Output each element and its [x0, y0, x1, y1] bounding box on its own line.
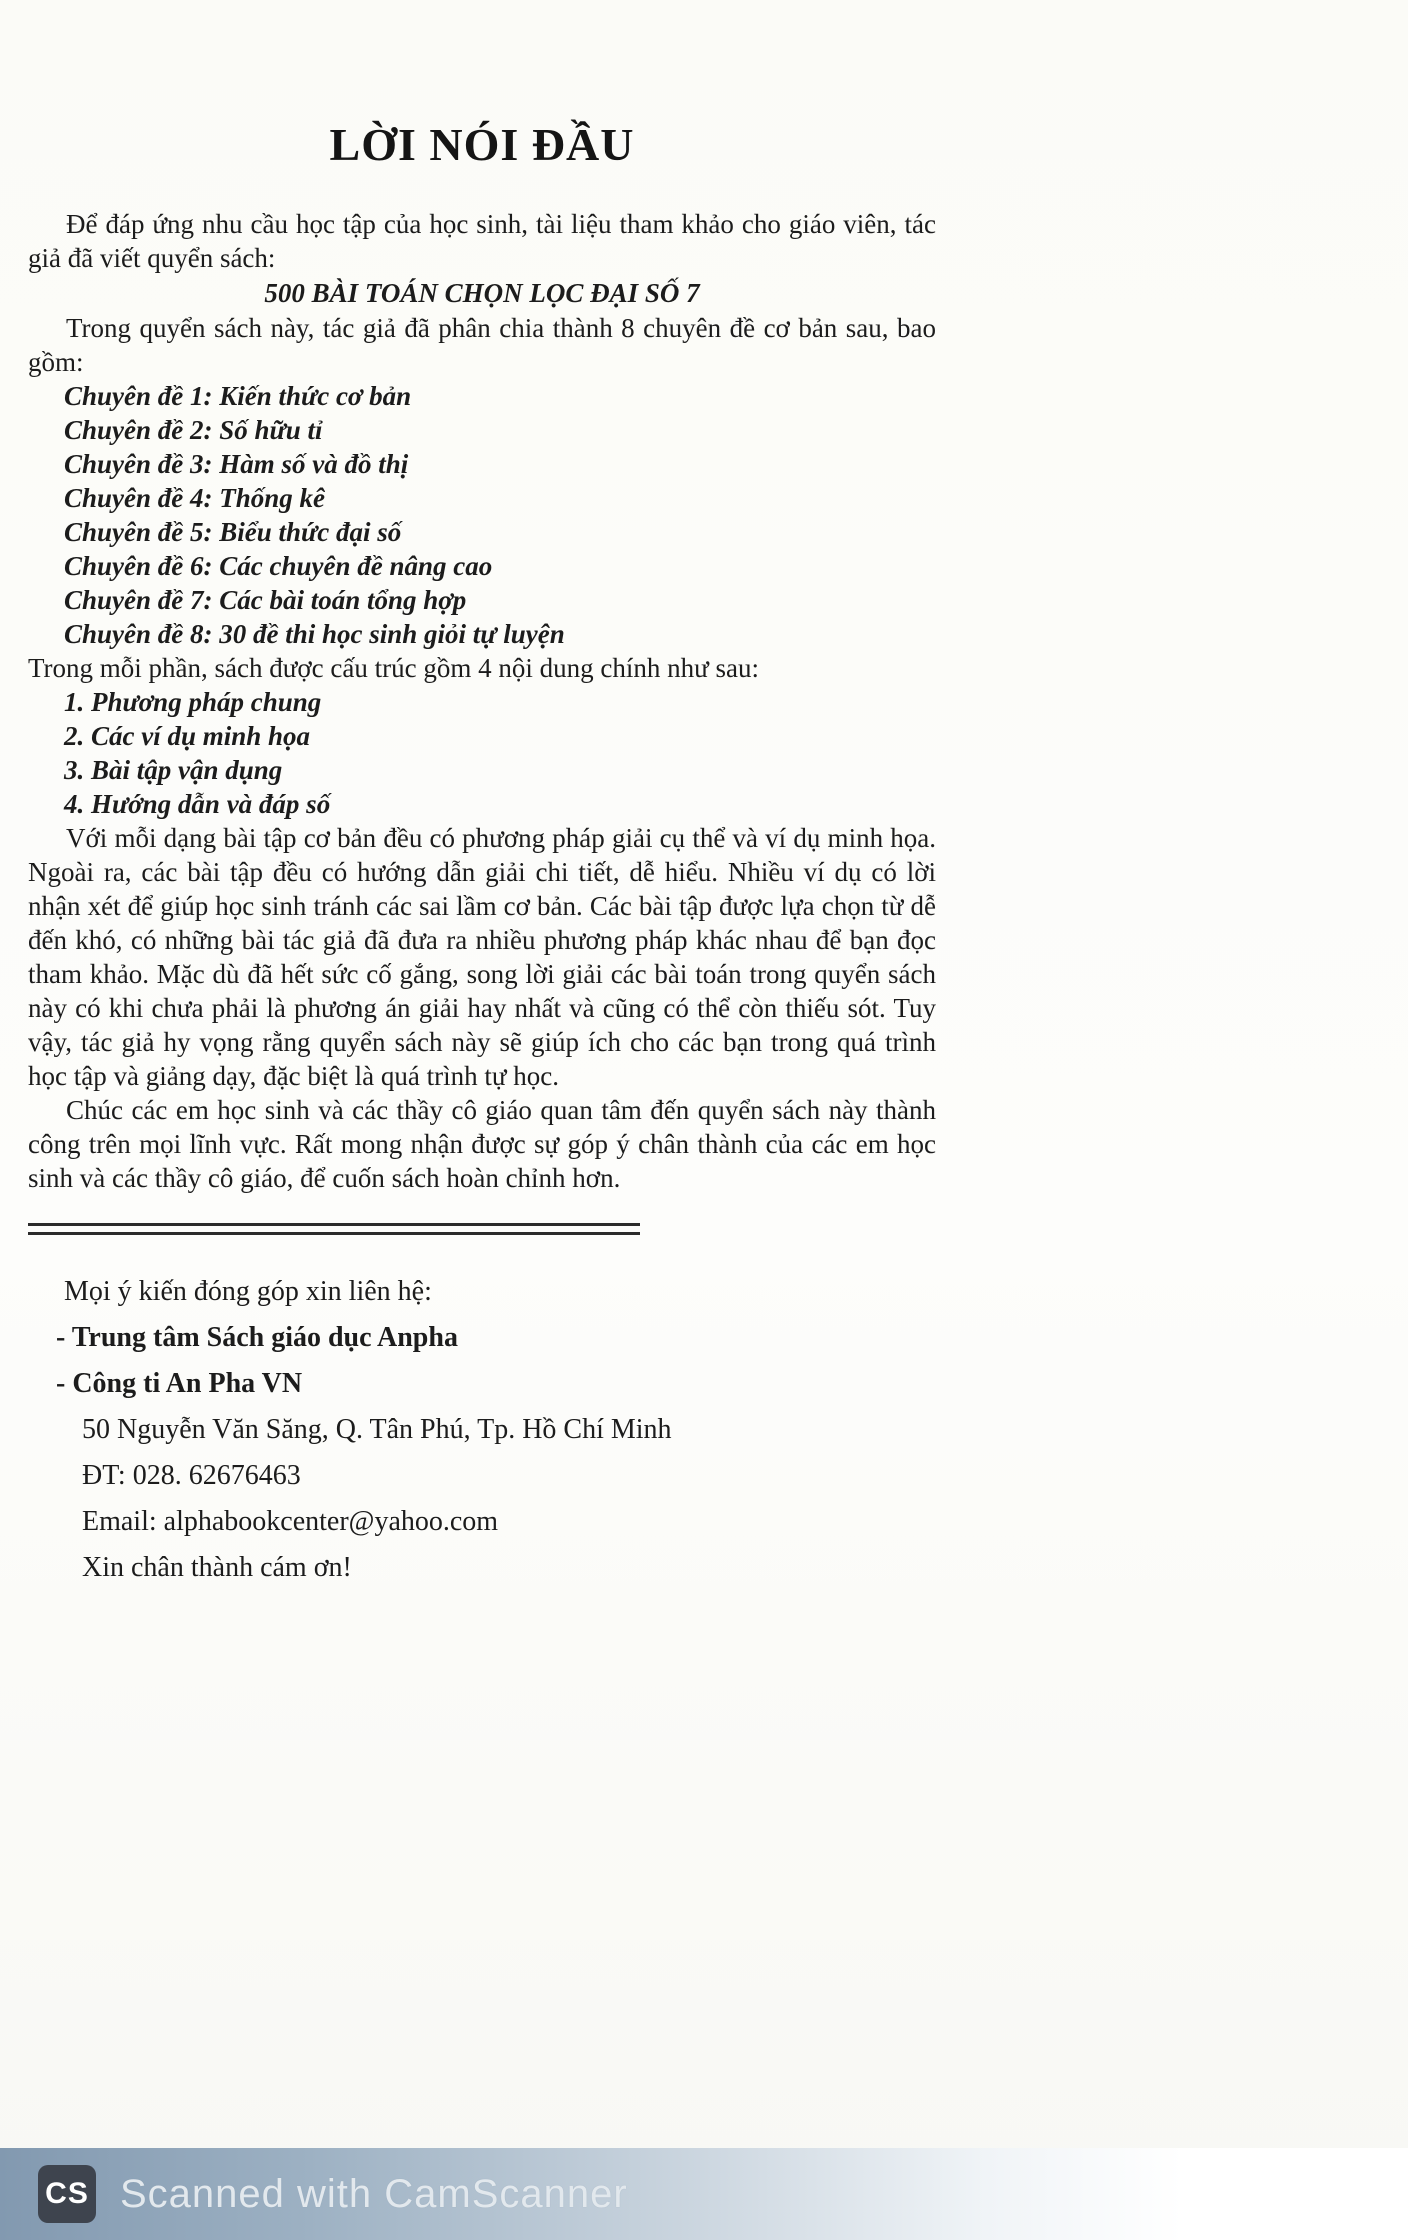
- camscanner-watermark-label: Scanned with CamScanner: [120, 2171, 628, 2216]
- page-title: LỜI NÓI ĐẦU: [329, 119, 635, 170]
- double-rule-divider: [28, 1223, 640, 1235]
- intro-paragraph: Để đáp ứng nhu cầu học tập của học sinh, tài liệu tham khảo cho giáo viên, tác giả đã viết quyển sách:: [28, 209, 936, 273]
- chapter-item: Chuyên đề 8: 30 đề thi học sinh giỏi tự luyện: [64, 619, 565, 649]
- chapter-item: Chuyên đề 6: Các chuyên đề nâng cao: [64, 551, 493, 581]
- structure-item: 4. Hướng dẫn và đáp số: [64, 789, 331, 819]
- contact-heading: Mọi ý kiến đóng góp xin liên hệ:: [64, 1276, 432, 1307]
- structure-intro: Trong mỗi phần, sách được cấu trúc gồm 4 nội dung chính như sau:: [28, 653, 759, 683]
- chapter-item: Chuyên đề 2: Số hữu tỉ: [64, 415, 323, 445]
- contact-address: 50 Nguyễn Văn Săng, Q. Tân Phú, Tp. Hồ Chí Minh: [82, 1414, 672, 1445]
- body-paragraph: Chúc các em học sinh và các thầy cô giáo quan tâm đến quyển sách này thành công trên mọi lĩnh vực. Rất mong nhận được sự góp ý chân thành của các em học sinh và các thầy cô giáo, để cuốn sách hoàn chỉnh hơn.: [28, 1095, 936, 1193]
- body-paragraph: Với mỗi dạng bài tập cơ bản đều có phương pháp giải cụ thể và ví dụ minh họa. Ngoài ra, các bài tập đều có hướng dẫn giải chi tiết, dễ hiểu. Nhiều ví dụ có lời nhận xét để giúp học sinh tránh các sai lầm cơ bản. Các bài tập được lựa chọn từ dễ đến khó, có những bài tác giả đã đưa ra nhiều phương pháp khác nhau để bạn đọc tham khảo. Mặc dù đã hết sức cố gắng, song lời giải các bài toán trong quyển sách này có khi chưa phải là phương án giải hay nhất và cũng có thể còn thiếu sót. Tuy vậy, tác giả hy vọng rằng quyển sách này sẽ giúp ích cho các bạn trong quá trình học tập và giảng dạy, đặc biệt là quá trình tự học.: [28, 823, 936, 1091]
- contact-block: [28, 1269, 936, 1591]
- camscanner-watermark-bar: [0, 2148, 1408, 2240]
- contact-org-anphavn: - Công ti An Pha VN: [56, 1368, 303, 1399]
- chapter-item: Chuyên đề 7: Các bài toán tổng hợp: [64, 585, 467, 615]
- structure-item: 3. Bài tập vận dụng: [64, 755, 283, 785]
- chapter-item: Chuyên đề 4: Thống kê: [64, 483, 326, 513]
- chapter-item: Chuyên đề 5: Biểu thức đại số: [64, 517, 402, 547]
- chapters-list: [28, 379, 936, 651]
- contact-phone: ĐT: 028. 62676463: [82, 1460, 301, 1491]
- chapter-item: Chuyên đề 1: Kiến thức cơ bản: [64, 381, 412, 411]
- structure-item: 2. Các ví dụ minh họa: [64, 721, 311, 751]
- contact-thanks: Xin chân thành cám ơn!: [82, 1552, 352, 1583]
- chapter-item: Chuyên đề 3: Hàm số và đồ thị: [64, 449, 409, 479]
- structure-list: [28, 685, 936, 821]
- structure-item: 1. Phương pháp chung: [64, 687, 322, 717]
- chapters-intro: Trong quyển sách này, tác giả đã phân chia thành 8 chuyên đề cơ bản sau, bao gồm:: [28, 313, 936, 377]
- book-title: 500 BÀI TOÁN CHỌN LỌC ĐẠI SỐ 7: [264, 278, 700, 308]
- contact-email: Email: alphabookcenter@yahoo.com: [82, 1506, 499, 1537]
- scanned-page-content: [28, 118, 936, 1591]
- contact-org-anpha: - Trung tâm Sách giáo dục Anpha: [56, 1322, 458, 1353]
- camscanner-logo-icon: CS: [38, 2165, 96, 2223]
